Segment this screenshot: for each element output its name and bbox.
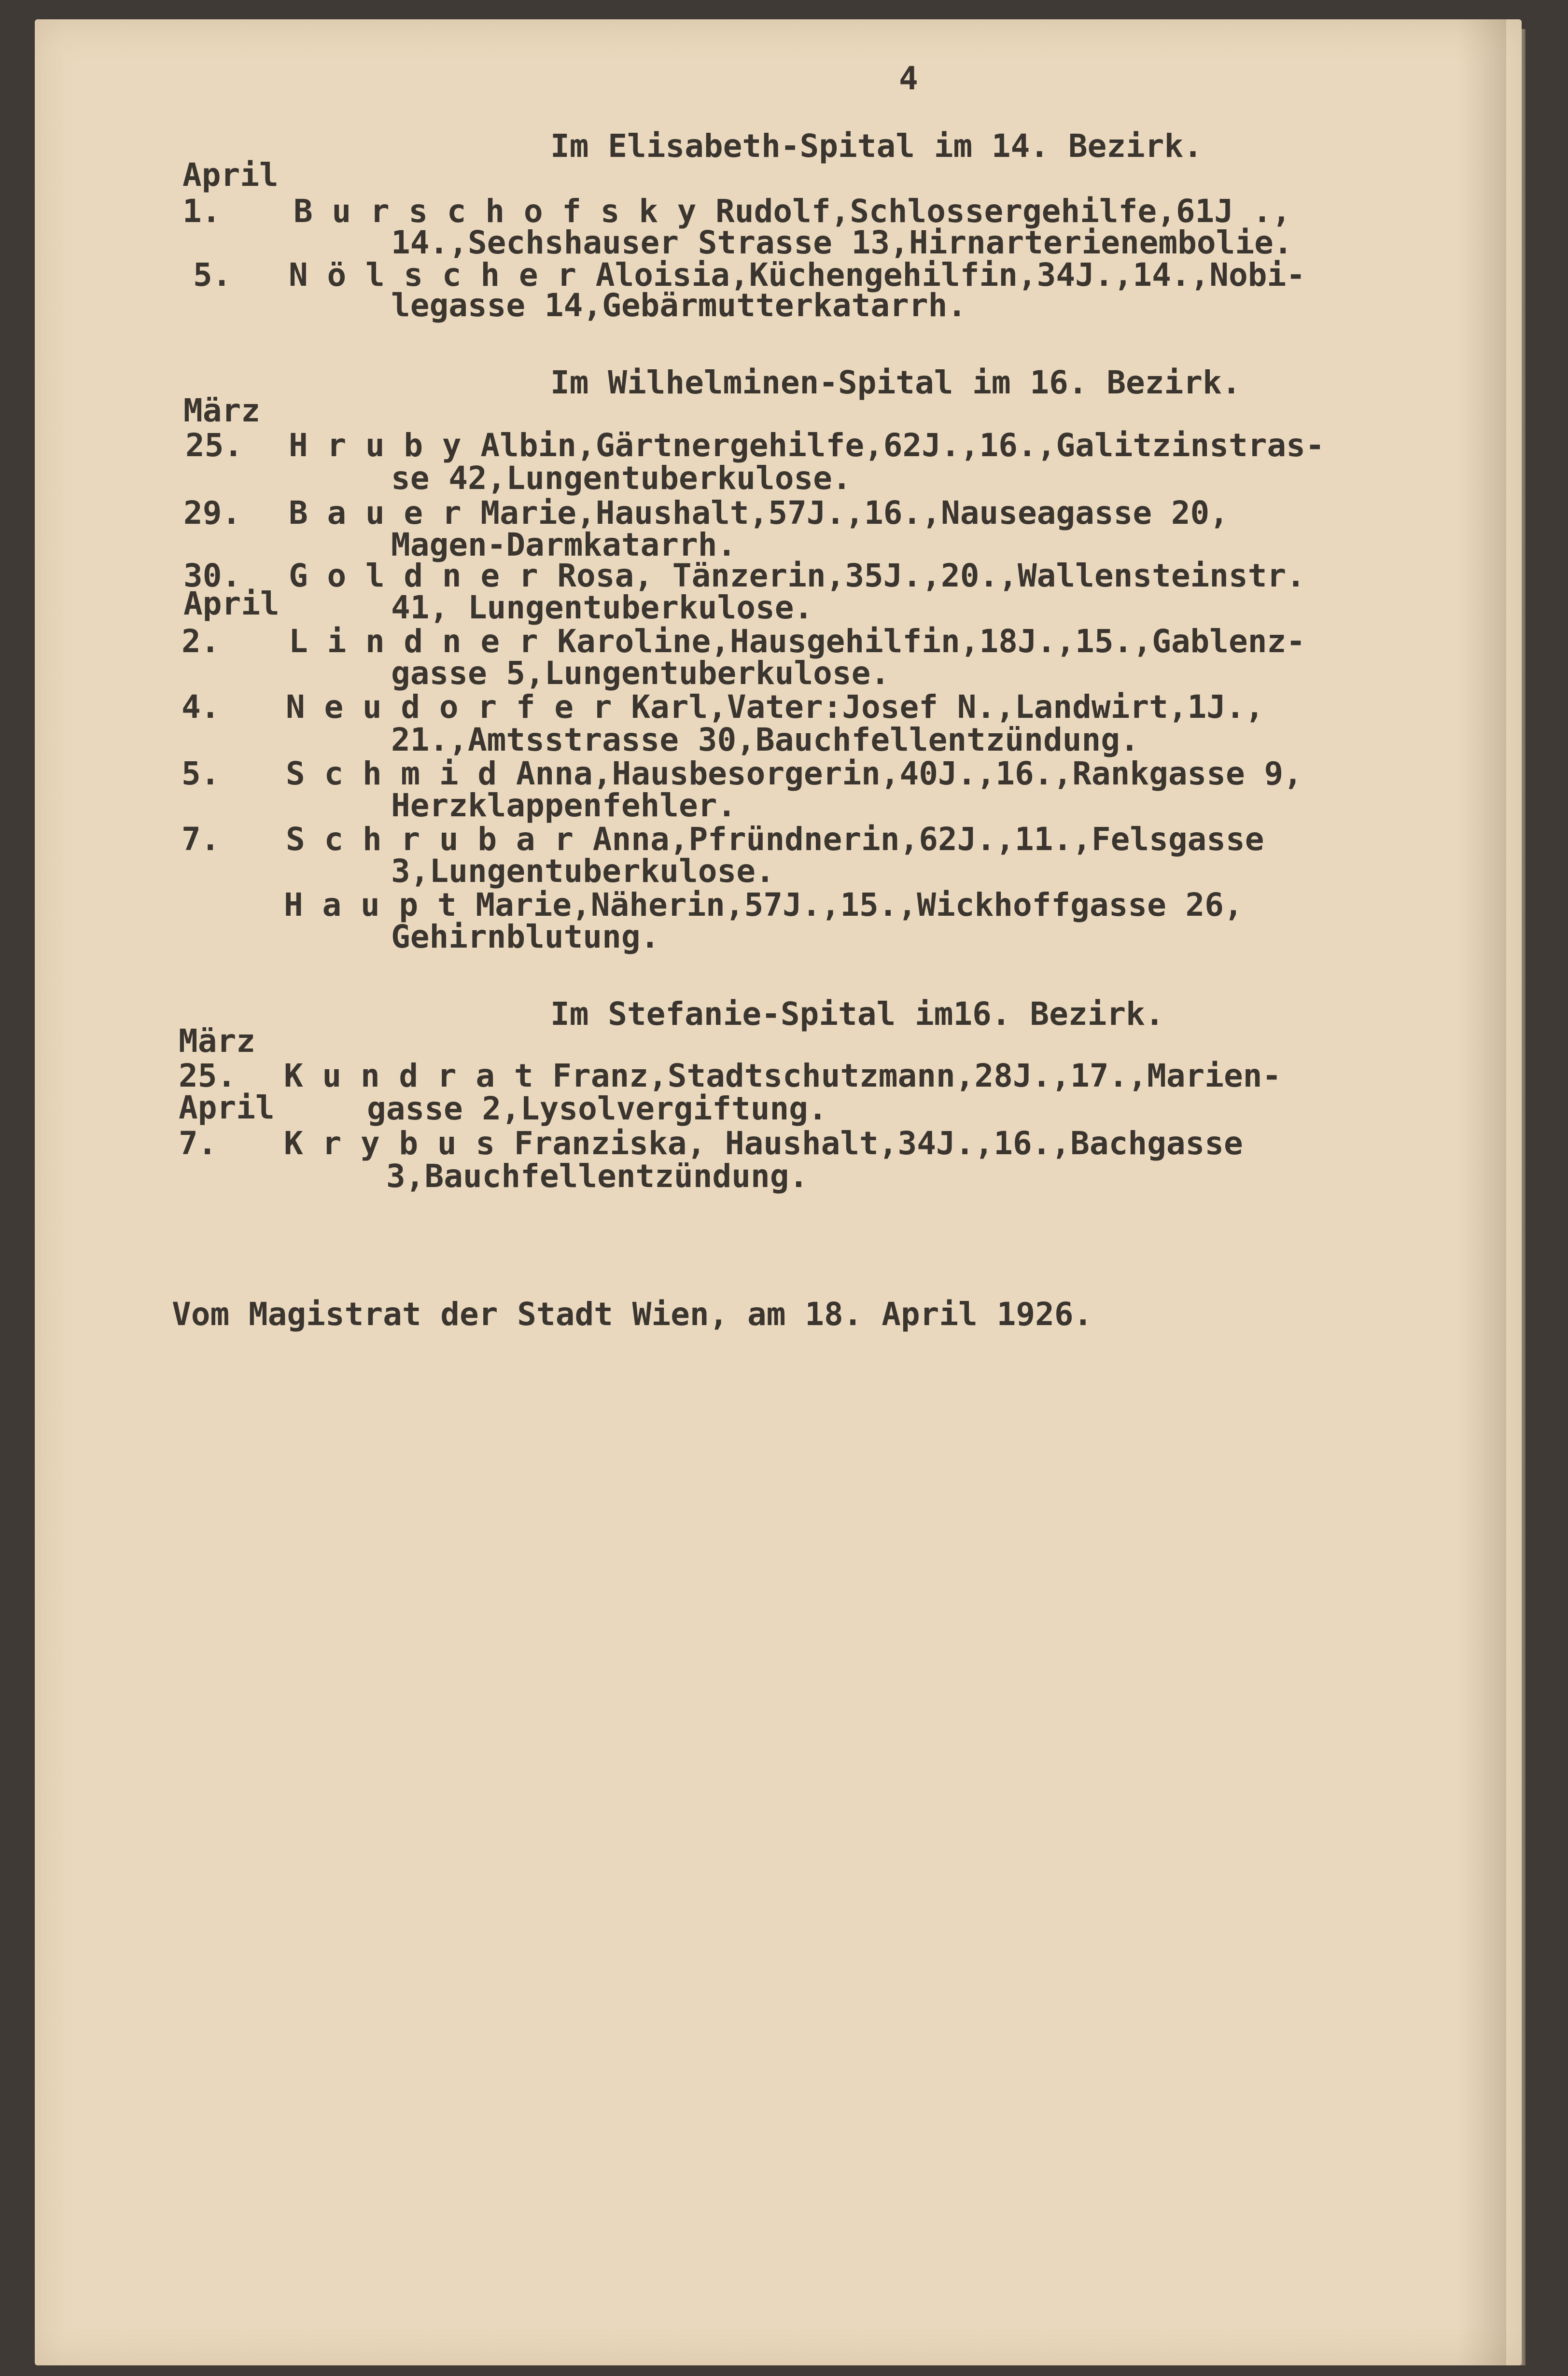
entry-line: 41, Lungentuberkulose. [391, 589, 813, 626]
entry-day: 5. [182, 755, 220, 792]
entry-line: Magen-Darmkatarrh. [391, 526, 737, 563]
entry-line: 3,Bauchfellentzündung. [386, 1158, 809, 1195]
entry-day: 1. [182, 193, 221, 230]
entry-day: 7. [179, 1125, 217, 1162]
entry-line: K u n d r a t Franz,Stadtschutzmann,28J.,17.,Marien- [284, 1057, 1282, 1094]
entry-line: se 42,Lungentuberkulose. [391, 460, 852, 497]
entry-line: 14.,Sechshauser Strasse 13,Hirnarterienembolie. [391, 224, 1293, 261]
page-number: 4 [899, 60, 918, 97]
document-footer: Vom Magistrat der Stadt Wien, am 18. April 1926. [172, 1296, 1093, 1333]
entry-line: N e u d o r f e r Karl,Vater:Josef N.,Landwirt,1J., [286, 688, 1264, 726]
entry-line: gasse 5,Lungentuberkulose. [391, 655, 890, 692]
month-label: April [179, 1089, 275, 1126]
entry-day: 30. [183, 557, 241, 594]
entry-line: 21.,Amtsstrasse 30,Bauchfellentzündung. [391, 721, 1139, 758]
entry-line: G o l d n e r Rosa, Tänzerin,35J.,20.,Wallensteinstr. [289, 557, 1305, 594]
entry-line: legasse 14,Gebärmutterkatarrh. [391, 287, 967, 324]
entry-day: 2. [182, 623, 220, 660]
entry-line: S c h m i d Anna,Hausbesorgerin,40J.,16.,Rankgasse 9, [286, 755, 1302, 792]
month-label: April [183, 585, 280, 622]
entry-line: Gehirnblutung. [391, 918, 660, 955]
entry-day: 29. [183, 494, 241, 531]
month-label: April [182, 156, 279, 194]
entry-line: H a u p t Marie,Näherin,57J.,15.,Wickhoffgasse 26, [284, 886, 1243, 923]
entry-line: S c h r u b a r Anna,Pfründnerin,62J.,11.,Felsgasse [286, 821, 1264, 858]
entry-day: 25. [179, 1057, 237, 1094]
entry-line: B u r s c h o f s k y Rudolf,Schlossergehilfe,61J ., [294, 193, 1291, 230]
entry-line: L i n d n e r Karoline,Hausgehilfin,18J.,15.,Gablenz- [289, 623, 1305, 660]
entry-line: 3,Lungentuberkulose. [391, 853, 775, 890]
month-label: März [179, 1022, 255, 1060]
section-heading-elisabeth: Im Elisabeth-Spital im 14. Bezirk. [550, 127, 1203, 165]
entry-line: H r u b y Albin,Gärtnergehilfe,62J.,16.,Galitzinstras- [289, 427, 1325, 464]
entry-line: Herzklappenfehler. [391, 787, 737, 824]
entry-line: K r y b u s Franziska, Haushalt,34J.,16.,Bachgasse [284, 1125, 1243, 1162]
binding-shadow [1458, 19, 1506, 2365]
entry-line: B a u e r Marie,Haushalt,57J.,16.,Nauseagasse 20, [289, 494, 1229, 531]
entry-day: 7. [182, 821, 220, 858]
entry-day: 5. [193, 256, 232, 294]
entry-day: 25. [185, 427, 243, 464]
section-heading-stefanie: Im Stefanie-Spital im16. Bezirk. [550, 995, 1164, 1033]
entry-line: gasse 2,Lysolvergiftung. [367, 1090, 827, 1127]
section-heading-wilhelminen: Im Wilhelminen-Spital im 16. Bezirk. [550, 364, 1241, 401]
month-label: März [183, 392, 260, 429]
entry-line: N ö l s c h e r Aloisia,Küchengehilfin,34J.,14.,Nobi- [289, 256, 1305, 294]
entry-day: 4. [182, 688, 220, 726]
